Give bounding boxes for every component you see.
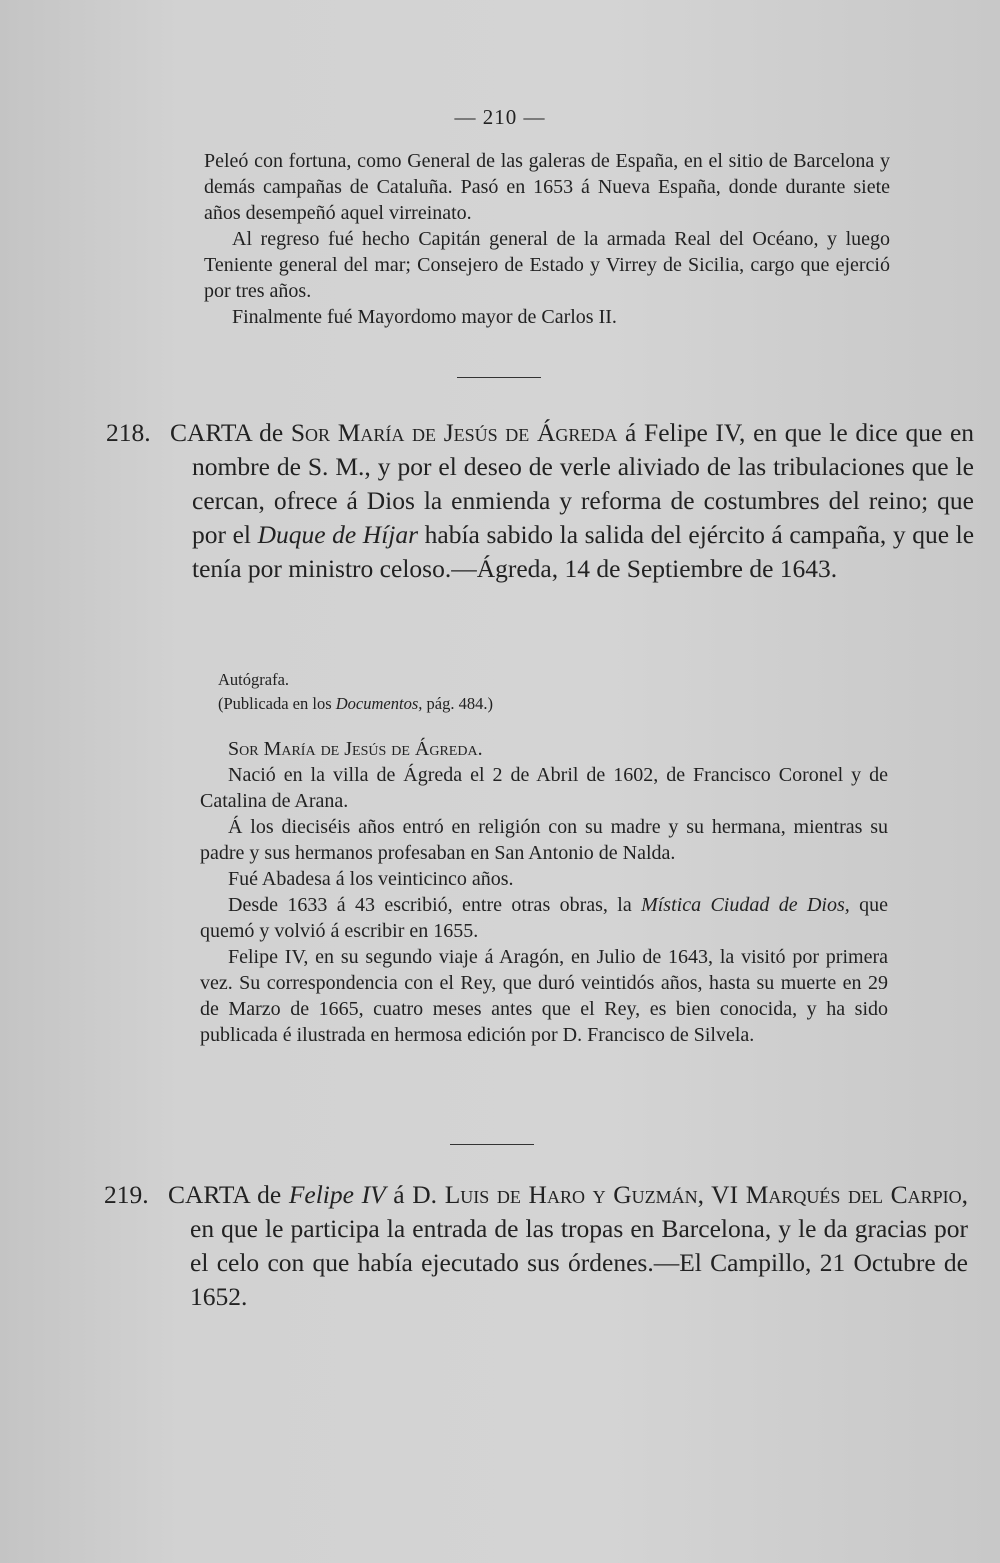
bio-paragraph-5: Felipe IV, en su segundo viaje á Aragón, en Julio de 1643, la visitó por primera vez. Su correspondencia con el Rey, que duró veintidós años, hasta su muerte en 29 de Marzo de 1665, cuatro meses antes que el Rey, es bien conocida, y ha sido publicada é ilustrada en hermosa edición por D. Francisco de Silvela. — [200, 946, 888, 1046]
intro-line-3: Finalmente fué Mayordomo mayor de Carlos II. — [232, 306, 617, 328]
entry-author: Felipe IV — [288, 1180, 386, 1209]
note-autografa: Autógrafa. — [218, 670, 290, 689]
entry-218: 218. CARTA de Sor María de Jesús de Ágreda á Felipe IV, en que le dice que en nombre de S. M., y por el deseo de verle aliviado de las tribulaciones que le cercan, ofrece á Dios la enmienda y reforma de costumbres del reino; que por el Duque de Híjar había sabido la salida del ejército á campaña, y que le tenía por ministro celoso.—Ágreda, 14 de Septiembre de 1643. — [106, 418, 975, 583]
entry-author: Sor María de Jesús de Ágreda — [290, 418, 618, 447]
bio-paragraph-1: Nació en la villa de Ágreda el 2 de Abril de 1602, de Francisco Coronel y de Catalina de Arana. — [200, 764, 888, 812]
intro-line-2: Al regreso fué hecho Capitán general de la armada Real del Océano, y luego Teniente general del mar; Consejero de Estado y Virrey de Sicilia, cargo que ejerció por tres años. — [204, 228, 890, 302]
entry-218-biography — [200, 736, 888, 1048]
entry-218-notes — [218, 668, 878, 716]
intro-line-1: Peleó con fortuna, como General de las galeras de España, en el sitio de Barcelona y demás campañas de Cataluña. Pasó en 1653 á Nueva España, donde durante siete años desempeñó aquel virreinato. — [204, 150, 890, 224]
section-divider-1 — [457, 377, 541, 378]
bio-paragraph-2: Á los dieciséis años entró en religión con su madre y su hermana, mientras su padre y sus hermanos profesaban en San Antonio de Nalda. — [200, 816, 888, 864]
bio-paragraph-4: Desde 1633 á 43 escribió, entre otras obras, la Mística Ciudad de Dios, que quemó y volvió á escribir en 1655. — [200, 894, 889, 942]
entry-number: 219. — [104, 1180, 149, 1209]
entry-carta: CARTA — [170, 418, 252, 447]
entry-219: 219. CARTA de Felipe IV á D. Luis de Haro y Guzmán, VI Marqués del Carpio, en que le participa la entrada de las tropas en Barcelona, y le da gracias por el celo con que había ejecutado sus órdenes.—El Campillo, 21 Octubre de 1652. — [104, 1180, 969, 1311]
entry-carta: CARTA — [168, 1180, 250, 1209]
note-publicada: (Publicada en los Documentos, pág. 484.) — [218, 694, 493, 713]
bio-paragraph-3: Fué Abadesa á los veinticinco años. — [228, 868, 514, 890]
bio-name: Sor María de Jesús de Ágreda. — [228, 738, 483, 760]
entry-number: 218. — [106, 418, 151, 447]
entry-recipient: D. Luis de Haro y Guzmán, VI Marqués del Carpio, — [412, 1180, 969, 1209]
entry-mention: Duque de Híjar — [257, 520, 419, 549]
intro-paragraphs — [204, 148, 890, 330]
section-divider-2 — [450, 1144, 534, 1145]
page-number: — 210 — — [454, 105, 546, 129]
